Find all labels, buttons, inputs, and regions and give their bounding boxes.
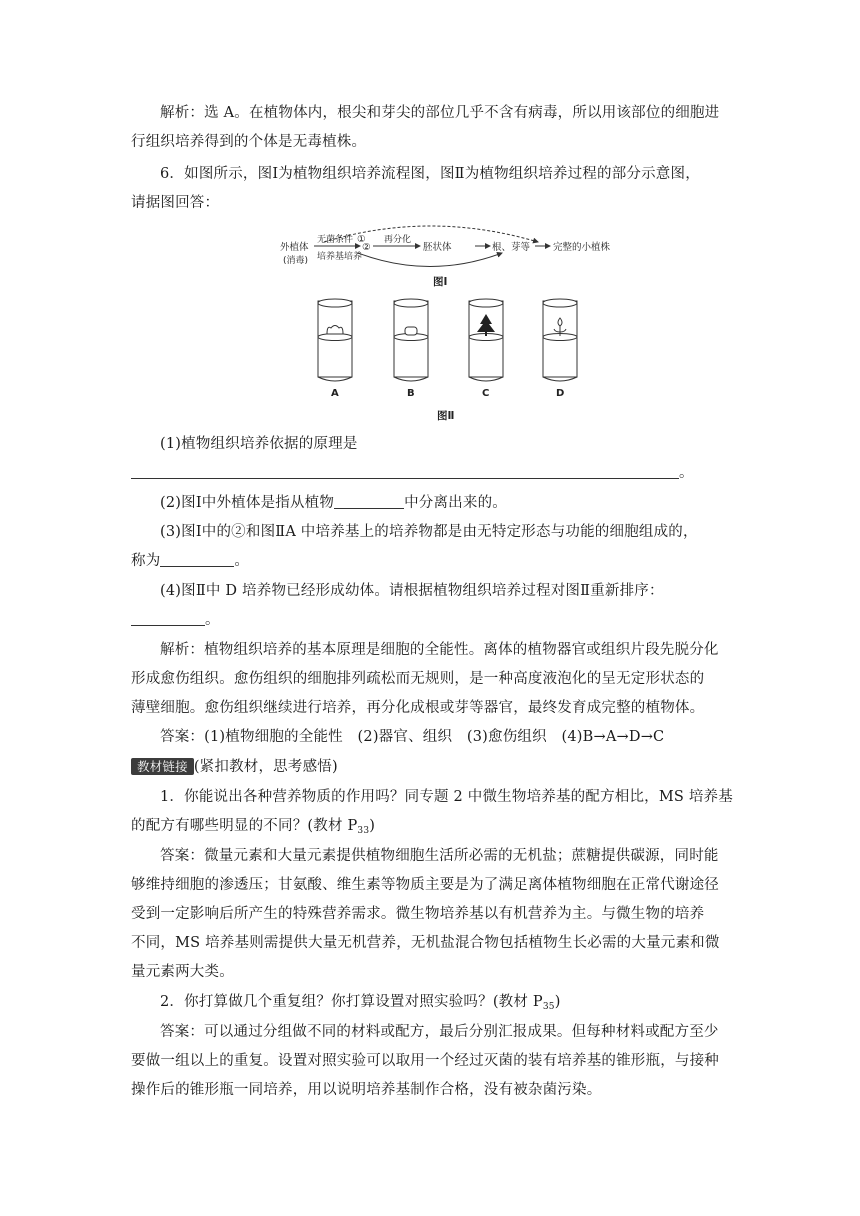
flow-condition-bottom: 培养基培养 bbox=[317, 252, 363, 262]
question-6-line-2: 请据图回答： bbox=[131, 195, 220, 211]
question-6-part-1: (1)植物组织培养依据的原理是 bbox=[160, 436, 358, 452]
flow-explant: 外植体 bbox=[280, 242, 309, 253]
tube-label-a: A bbox=[331, 388, 339, 399]
item-1-line-2-text: 的配方有哪些明显的不同？(教材 P bbox=[131, 818, 358, 834]
flow-plantlet: 完整的小植株 bbox=[553, 242, 611, 253]
answer-item-1-line-2: 够维持细胞的渗透压；甘氨酸、维生素等物质主要是为了满足离体植物细胞在正常代谢途径 bbox=[131, 877, 719, 893]
answer-item-2-line-2: 要做一组以上的重复。设置对照实验可以取用一个经过灭菌的装有培养基的锥形瓶，与接种 bbox=[131, 1053, 719, 1069]
analysis-6-line-3: 薄壁细胞。愈伤组织继续进行培养，再分化成根或芽等器官，最终发育成完整的植物体。 bbox=[131, 700, 705, 716]
answer-item-1-line-5: 量元素两大类。 bbox=[131, 964, 234, 980]
question-6-part-4-line-2 bbox=[131, 606, 731, 635]
figure-2-caption: 图Ⅱ bbox=[437, 410, 455, 422]
answer-blank-1-end: 。 bbox=[679, 465, 694, 481]
question-6-part-1-answer-line bbox=[131, 459, 731, 488]
flow-circle-1: ① bbox=[357, 234, 366, 245]
analysis-6-line-1: 解析：植物组织培养的基本原理是细胞的全能性。离体的植物器官或组织片段先脱分化 bbox=[160, 642, 719, 658]
flow-circle-2: ② bbox=[362, 242, 371, 253]
tube-c bbox=[469, 299, 503, 381]
figure-1-caption: 图Ⅰ bbox=[433, 276, 448, 288]
analysis-6-line-2: 形成愈伤组织。愈伤组织的细胞排列疏松而无规则，是一种高度液泡化的呈无定形状态的 bbox=[131, 671, 705, 687]
flow-root-bud: 根、芽等 bbox=[492, 242, 531, 253]
answer-item-2-line-3: 操作后的锥形瓶一同培养，用以说明培养基制作合格，没有被杂菌污染。 bbox=[131, 1082, 602, 1098]
flow-redifferentiation: 再分化 bbox=[384, 235, 412, 245]
answer-blank-2 bbox=[334, 494, 404, 509]
question-6-part-4-line-1: (4)图Ⅱ中 D 培养物已经形成幼体。请根据植物组织培养过程对图Ⅱ重新排序： bbox=[160, 583, 664, 599]
analysis-5-line-2: 行组织培养得到的个体是无毒植株。 bbox=[131, 134, 367, 150]
item-1-line-2-end: ) bbox=[369, 818, 376, 834]
answer-item-2-line-1: 答案：可以通过分组做不同的材料或配方，最后分别汇报成果。但每种材料或配方至少 bbox=[160, 1024, 719, 1040]
q3-prefix: 称为 bbox=[131, 553, 161, 569]
item-2-page-subscript: 35 bbox=[542, 1002, 555, 1012]
q2-prefix: (2)图Ⅰ中外植体是指从植物 bbox=[160, 495, 335, 511]
figure-2-culture-tubes bbox=[310, 296, 600, 422]
answer-blank-4 bbox=[131, 611, 205, 626]
flow-condition-top: 无菌条件 bbox=[317, 235, 354, 245]
tube-d bbox=[543, 299, 577, 381]
question-6-line-1: 6．如图所示，图Ⅰ为植物组织培养流程图，图Ⅱ为植物组织培养过程的部分示意图， bbox=[160, 166, 700, 182]
question-6-part-3-line-1: (3)图Ⅰ中的②和图ⅡA 中培养基上的培养物都是由无特定形态与功能的细胞组成的， bbox=[160, 524, 698, 540]
tube-a bbox=[318, 299, 352, 381]
question-6-part-2 bbox=[131, 489, 731, 518]
question-6-part-3-line-2 bbox=[131, 547, 731, 576]
item-2-line-1-text: 2．你打算做几个重复组？你打算设置对照实验吗？(教材 P bbox=[160, 994, 543, 1010]
item-2-line-1 bbox=[131, 988, 731, 1022]
item-1-line-1: 1．你能说出各种营养物质的作用吗？同专题 2 中微生物培养基的配方相比，MS 培养基 bbox=[160, 789, 733, 805]
tube-label-b: B bbox=[407, 388, 415, 399]
tube-label-c: C bbox=[482, 388, 490, 399]
tube-label-d: D bbox=[556, 388, 565, 399]
flow-embryoid: 胚状体 bbox=[423, 242, 452, 253]
answer-item-1-line-1: 答案：微量元素和大量元素提供植物细胞生活所必需的无机盐；蔗糖提供碳源，同时能 bbox=[160, 848, 719, 864]
item-1-page-subscript: 33 bbox=[357, 826, 370, 836]
answer-blank-3 bbox=[160, 552, 234, 567]
answer-blank-1 bbox=[131, 464, 679, 479]
q4-suffix: 。 bbox=[205, 612, 220, 628]
figure-1-flowchart bbox=[280, 222, 620, 294]
answer-item-1-line-4: 不同，MS 培养基则需提供大量无机营养，无机盐混合物包括植物生长必需的大量元素和微 bbox=[131, 935, 720, 951]
answer-item-1-line-3: 受到一定影响后所产生的特殊营养需求。微生物培养基以有机营养为主。与微生物的培养 bbox=[131, 906, 705, 922]
q3-suffix: 。 bbox=[234, 553, 250, 569]
q2-suffix: 中分离出来的。 bbox=[404, 495, 507, 511]
answer-6: 答案：(1)植物细胞的全能性 (2)器官、组织 (3)愈伤组织 (4)B→A→D→C bbox=[160, 729, 665, 745]
item-2-line-1-end: ) bbox=[554, 994, 561, 1010]
textbook-link-badge: 教材链接 bbox=[131, 758, 194, 775]
flow-explant-note: (消毒) bbox=[283, 256, 309, 266]
analysis-5-line-1: 解析：选 A。在植物体内，根尖和芽尖的部位几乎不含有病毒，所以用该部位的细胞进 bbox=[160, 105, 720, 121]
tube-b bbox=[394, 299, 428, 381]
textbook-link-note: (紧扣教材，思考感悟) bbox=[193, 759, 338, 775]
item-1-line-2 bbox=[131, 812, 731, 846]
textbook-link-row bbox=[131, 753, 731, 782]
